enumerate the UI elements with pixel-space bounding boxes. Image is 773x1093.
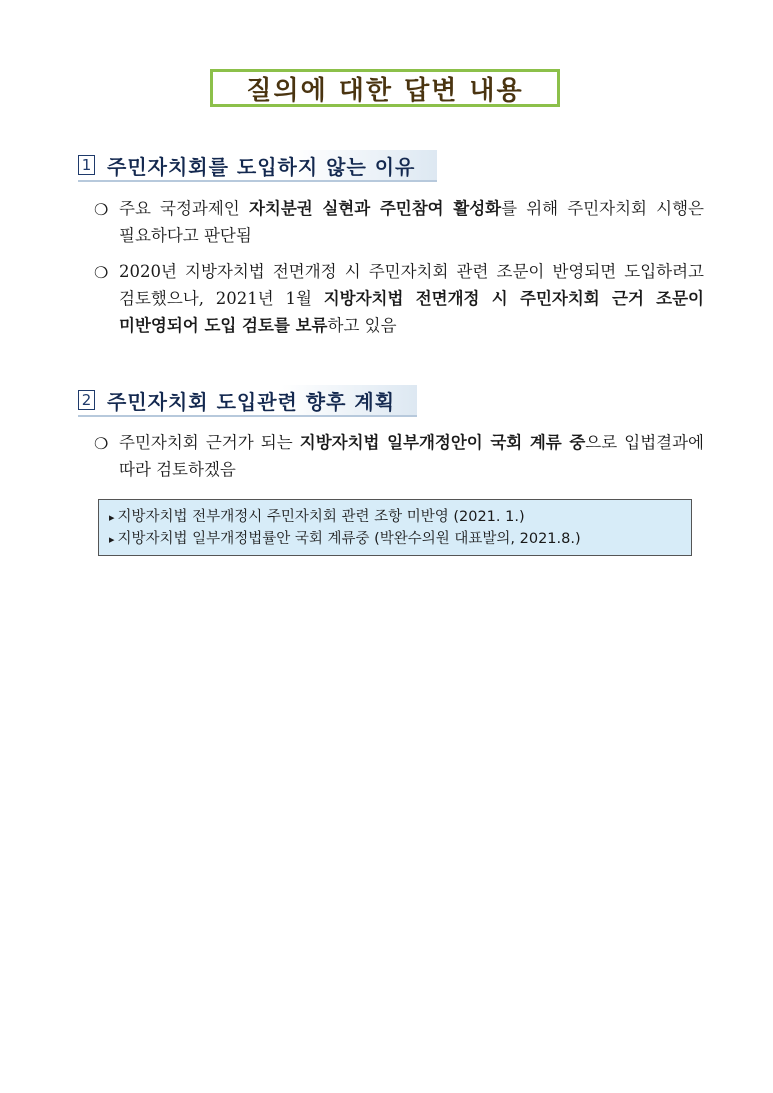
section-2-header: [78, 385, 417, 417]
page-title-box: [210, 69, 560, 107]
section-1-bullet-1: [94, 195, 704, 249]
bullet-text-part: 를 위해 주민자치회 시행은 필요하다고 판단됨: [119, 199, 704, 245]
circle-bullet-icon: ❍: [94, 200, 109, 219]
section-1-number: 1: [78, 155, 95, 175]
reference-note-text: 지방자치법 일부개정법률안 국회 계류중 (박완수의원 대표발의, 2021.8.): [117, 531, 581, 547]
circle-bullet-icon: ❍: [94, 263, 109, 282]
reference-note-box: [98, 499, 692, 556]
page-title: 질의에 대한 답변 내용: [246, 75, 524, 106]
reference-note-1: [109, 506, 691, 528]
section-2-number: 2: [78, 390, 95, 410]
circle-bullet-icon: ❍: [94, 434, 109, 453]
section-2-bullet-1: [94, 429, 704, 483]
bullet-text: [119, 258, 704, 339]
triangle-bullet-icon: ▸: [109, 533, 115, 546]
section-1-title: 주민자치회를 도입하지 않는 이유: [107, 154, 416, 179]
bullet-text-part: 주민자치회 근거가 되는: [119, 433, 300, 452]
bullet-text-part: 2020년 지방자치법 전면개정 시 주민자치회 관련 조문이 반영되면 도입하려고 검토했으나, 2021년 1월: [119, 262, 704, 308]
triangle-bullet-icon: ▸: [109, 511, 115, 524]
bullet-text: [119, 195, 704, 249]
bullet-text-emphasis: 지방자치법 전면개정 시 주민자치회 근거 조문이 미반영되어 도입 검토를 보류: [119, 289, 704, 335]
bullet-text: [119, 429, 704, 483]
bullet-text-part: 으로 입법결과에 따라 검토하겠음: [119, 433, 704, 479]
bullet-text-part: 주요 국정과제인: [119, 199, 249, 218]
reference-note-text: 지방자치법 전부개정시 주민자치회 관련 조항 미반영 (2021. 1.): [117, 509, 525, 525]
bullet-text-emphasis: 지방자치법 일부개정안이 국회 계류 중: [299, 433, 586, 452]
bullet-text-part: 하고 있음: [327, 316, 397, 335]
reference-note-2: [109, 528, 691, 550]
section-1-header: [78, 150, 437, 182]
section-2-title: 주민자치회 도입관련 향후 계획: [107, 389, 396, 414]
section-1-bullet-2: [94, 258, 704, 339]
bullet-text-emphasis: 자치분권 실현과 주민참여 활성화: [248, 199, 502, 218]
